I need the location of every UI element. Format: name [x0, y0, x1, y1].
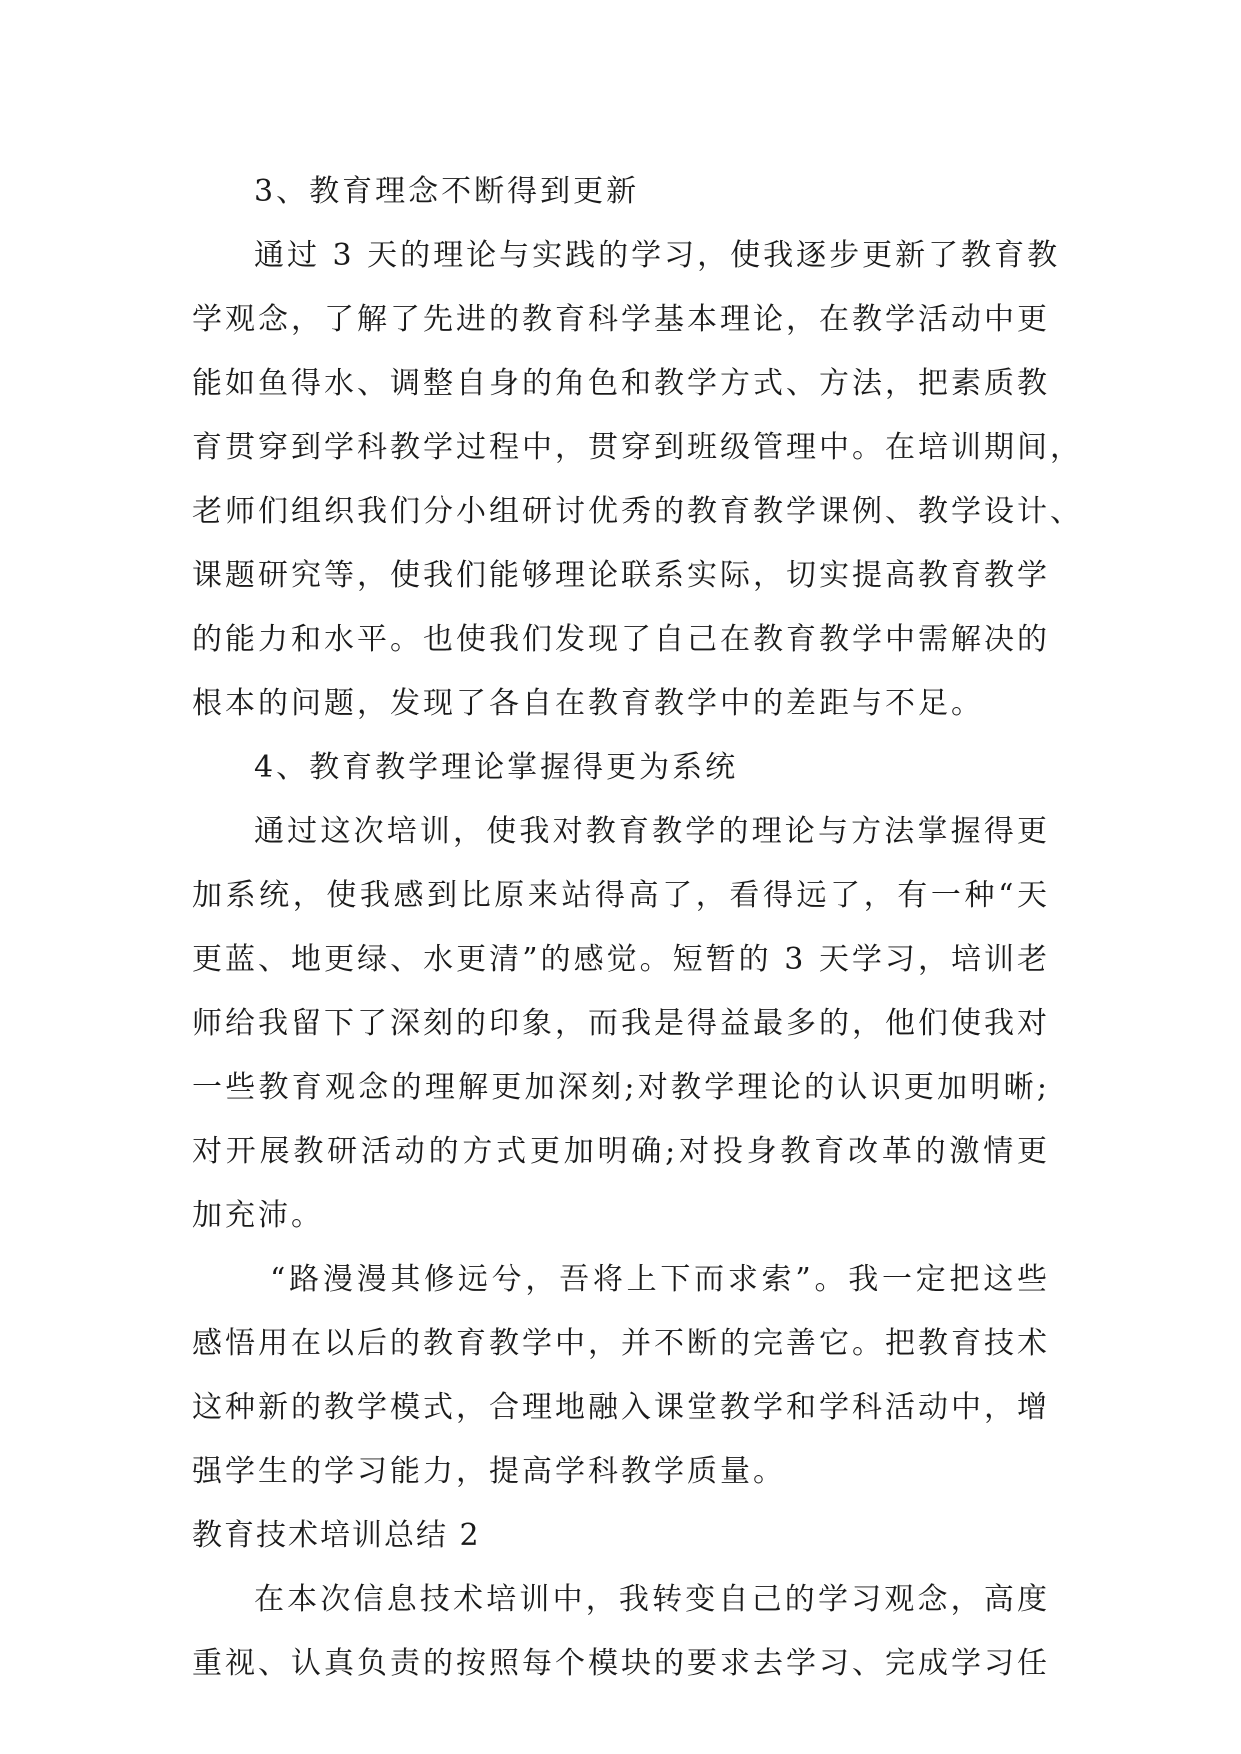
paragraph-education-concept	[192, 224, 1083, 736]
paragraph-line: 重视、认真负责的按照每个模块的要求去学习、完成学习任	[192, 1646, 1050, 1681]
paragraph-line: 加系统，使我感到比原来站得高了，看得远了，有一种“天	[192, 878, 1050, 913]
paragraph-line: 能如鱼得水、调整自身的角色和教学方式、方法，把素质教	[192, 366, 1050, 401]
section-heading-4: 4、教育教学理论掌握得更为系统	[254, 750, 739, 785]
document-title: 教育技术培训总结 2	[192, 1518, 481, 1553]
paragraph-line: 更蓝、地更绿、水更清”的感觉。短暂的 3 天学习，培训老	[192, 942, 1050, 977]
paragraph-line: 在本次信息技术培训中，我转变自己的学习观念，高度	[254, 1582, 1050, 1617]
paragraph-line: 这种新的教学模式，合理地融入课堂教学和学科活动中，增	[192, 1390, 1050, 1425]
section-heading-3: 3、教育理念不断得到更新	[254, 174, 640, 209]
document-body	[192, 160, 1083, 1696]
paragraph-line: 课题研究等，使我们能够理论联系实际，切实提高教育教学	[192, 558, 1050, 593]
paragraph-line: “路漫漫其修远兮，吾将上下而求索”。我一定把这些	[270, 1262, 1050, 1297]
paragraph-quote	[192, 1248, 1050, 1504]
paragraph-line: 老师们组织我们分小组研讨优秀的教育教学课例、教学设计、	[192, 494, 1083, 529]
paragraph-line: 通过 3 天的理论与实践的学习，使我逐步更新了教育教	[254, 238, 1061, 273]
paragraph-line: 加充沛。	[192, 1198, 324, 1233]
paragraph-line: 感悟用在以后的教育教学中，并不断的完善它。把教育技术	[192, 1326, 1050, 1361]
paragraph-line: 的能力和水平。也使我们发现了自己在教育教学中需解决的	[192, 622, 1050, 657]
paragraph-training-summary	[192, 1568, 1050, 1696]
paragraph-line: 通过这次培训，使我对教育教学的理论与方法掌握得更	[254, 814, 1050, 849]
paragraph-line: 育贯穿到学科教学过程中，贯穿到班级管理中。在培训期间，	[192, 430, 1083, 465]
paragraph-line: 学观念，了解了先进的教育科学基本理论，在教学活动中更	[192, 302, 1050, 337]
paragraph-line: 对开展教研活动的方式更加明确;对投身教育改革的激情更	[192, 1134, 1050, 1169]
paragraph-line: 一些教育观念的理解更加深刻;对教学理论的认识更加明晰;	[192, 1070, 1050, 1105]
paragraph-line: 师给我留下了深刻的印象，而我是得益最多的，他们使我对	[192, 1006, 1050, 1041]
paragraph-line: 强学生的学习能力，提高学科教学质量。	[192, 1454, 786, 1489]
paragraph-theory-system	[192, 800, 1050, 1248]
paragraph-line: 根本的问题，发现了各自在教育教学中的差距与不足。	[192, 686, 984, 721]
